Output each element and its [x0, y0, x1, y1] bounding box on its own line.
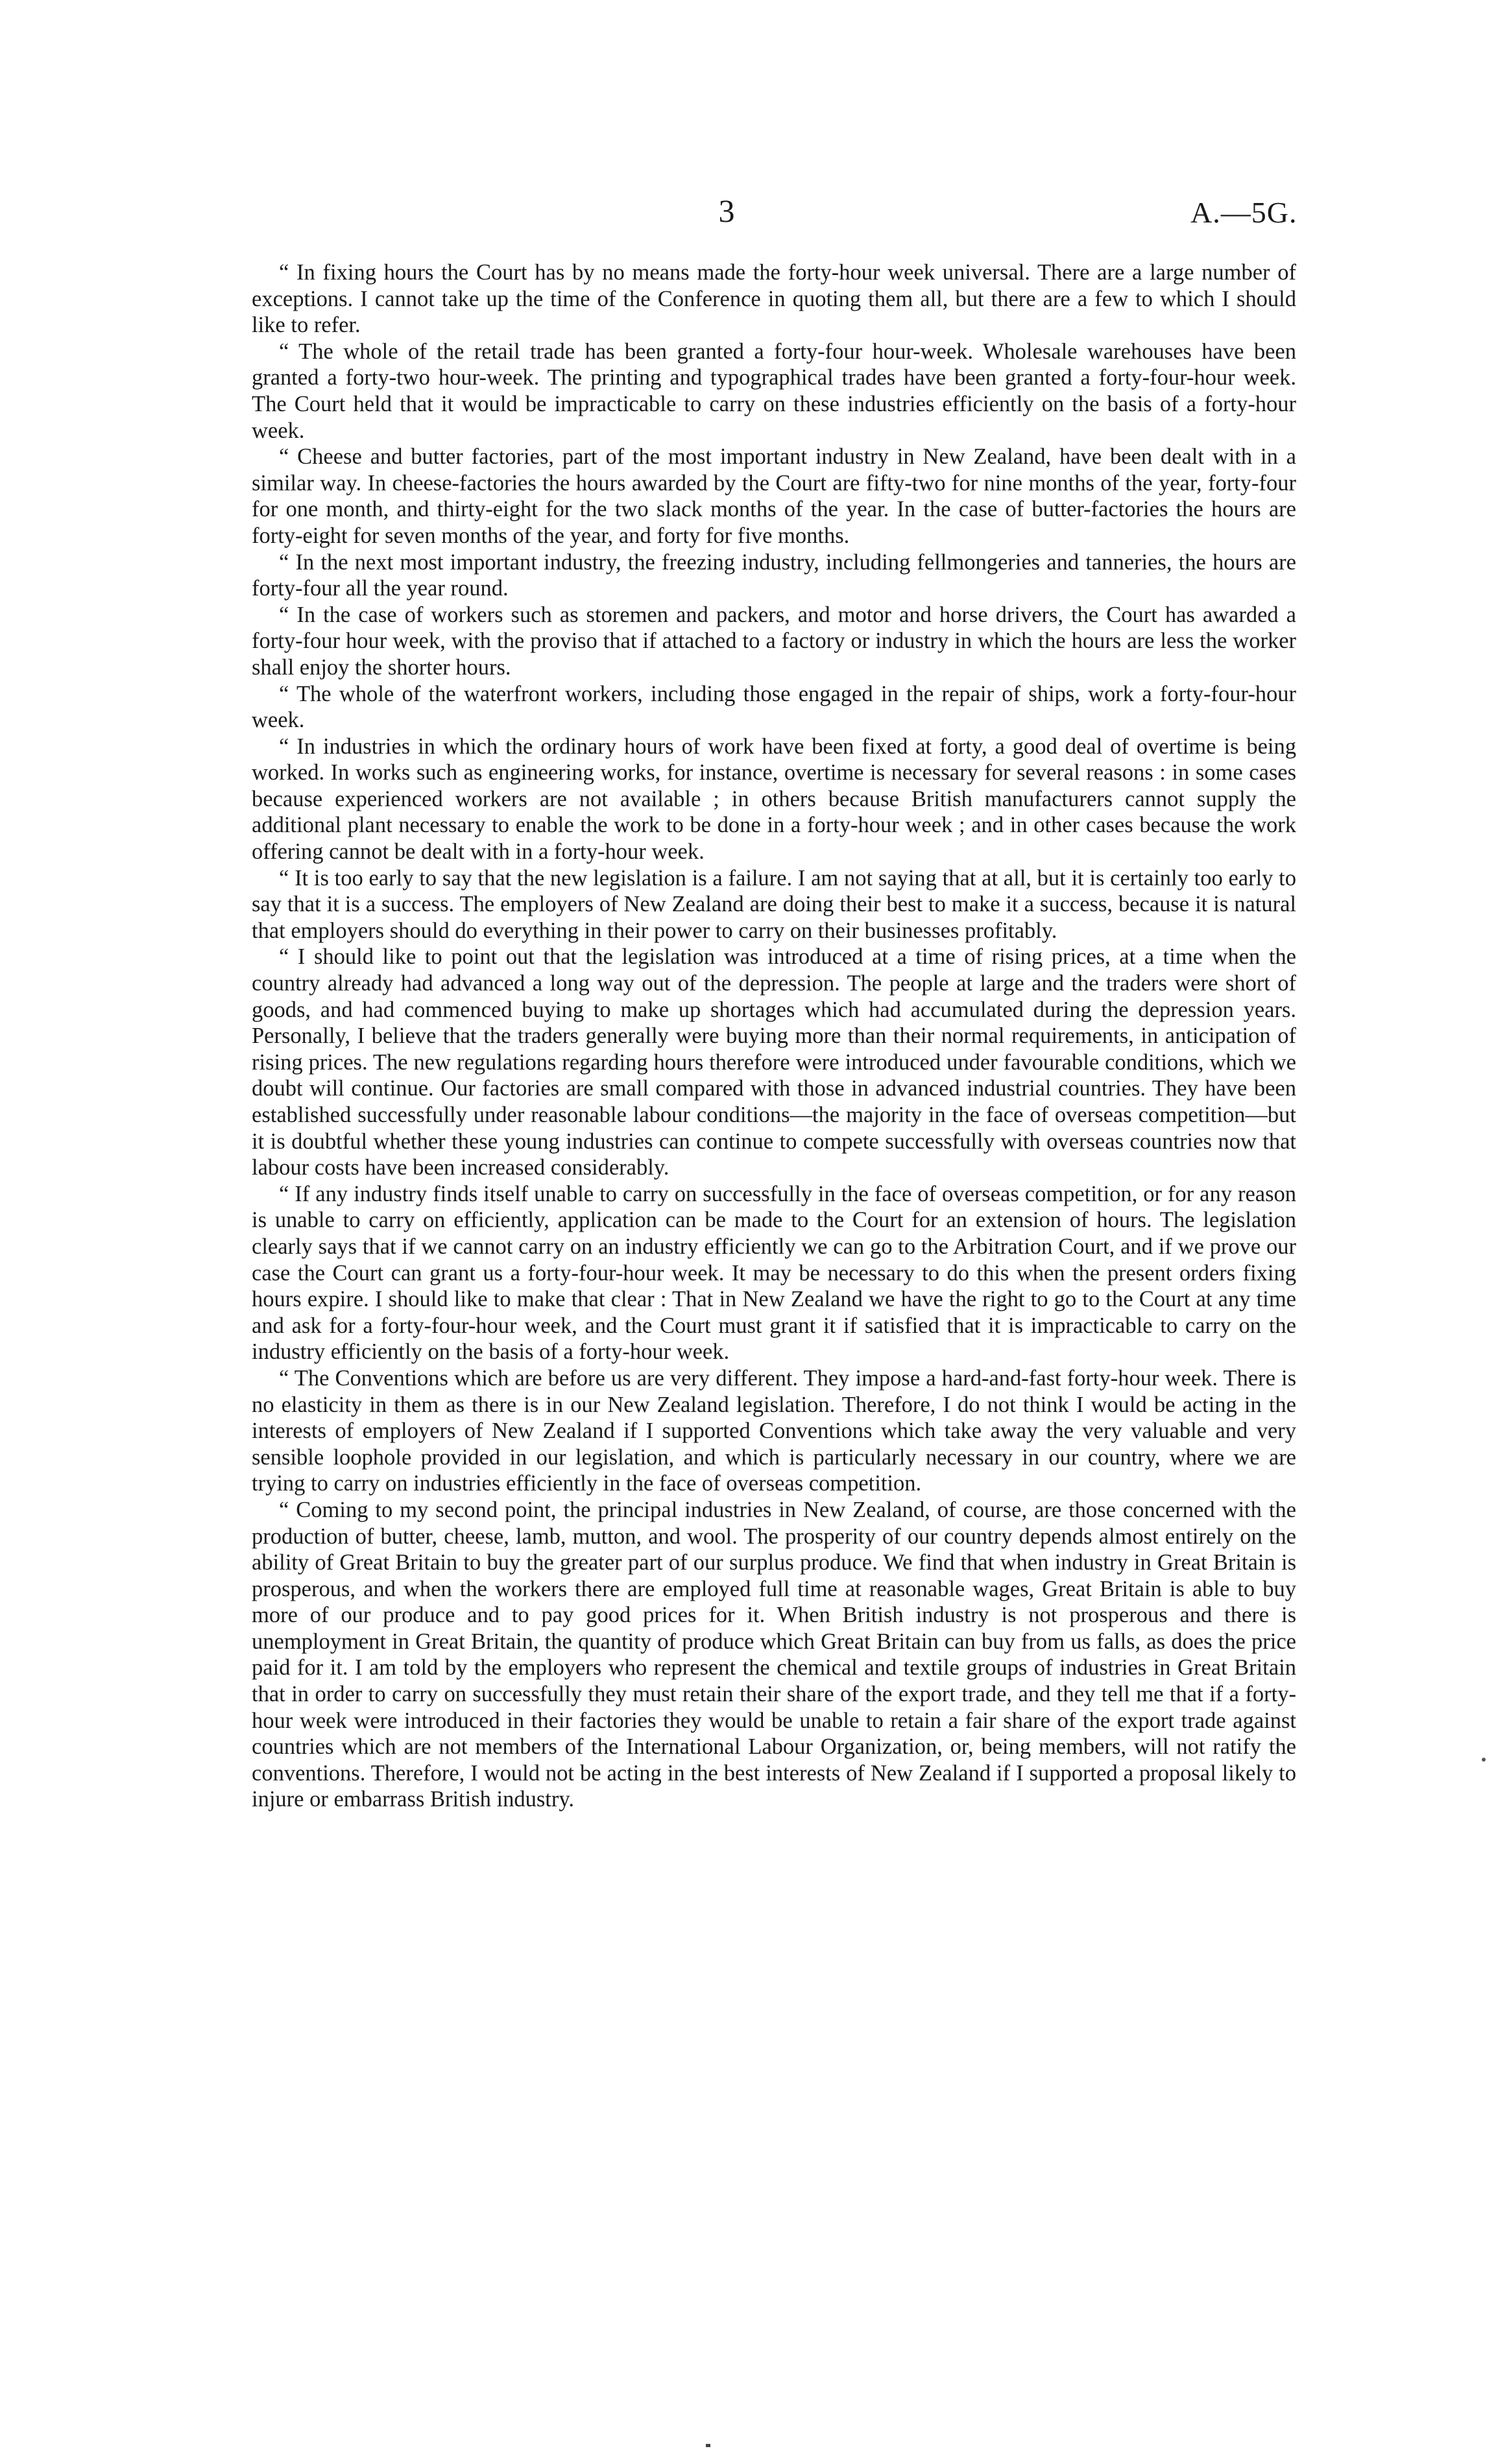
- margin-speck: [1482, 1758, 1486, 1762]
- paragraph: “ Coming to my second point, the principal industries in New Zealand, of course, are those concerned with the production of butter, cheese, lamb, mutton, and wool. The prosperity of our country depends almost entirely on the ability of Great Britain to buy the greater part of our surplus produce. We find that when industry in Great Britain is prosperous, and when the workers there are employed full time at reasonable wages, Great Britain is able to buy more of our produce and to pay good prices for it. When British industry is not prosperous and there is unemployment in Great Britain, the quantity of produce which Great Britain can buy from us falls, as does the price paid for it. I am told by the employers who represent the chemical and textile groups of industries in Great Britain that in order to carry on successfully they must retain their share of the export trade, and they tell me that if a forty-hour week were introduced in their factories they would be unable to retain a fair share of the export trade against countries which are not members of the International Labour Organization, or, being members, will not ratify the conventions. Therefore, I would not be acting in the best interests of New Zealand if I supported a proposal likely to injure or embarrass British industry.: [252, 1497, 1296, 1812]
- paragraph: “ If any industry finds itself unable to carry on successfully in the face of overseas competition, or for any reason is unable to carry on efficiently, application can be made to the Court for an extension of hours. The legislation clearly says that if we cannot carry on an industry efficiently we can go to the Arbitration Court, and if we prove our case the Court can grant us a forty-four-hour week. It may be necessary to do this when the present orders fixing hours expire. I should like to make that clear : That in New Zealand we have the right to go to the Court at any time and ask for a forty-four-hour week, and the Court must grant it if satisfied that it is impracticable to carry on the industry efficiently on the basis of a forty-hour week.: [252, 1181, 1296, 1365]
- paragraph: “ In industries in which the ordinary hours of work have been fixed at forty, a good deal of overtime is being worked. In works such as engineering works, for instance, overtime is necessary for several reasons : in some cases because experienced workers are not available ; in others because British manufacturers cannot supply the additional plant necessary to enable the work to be done in a forty-hour week ; and in other cases because the work offering cannot be dealt with in a forty-hour week.: [252, 734, 1296, 865]
- page-number: 3: [718, 193, 735, 229]
- document-reference: A.—5G.: [1190, 196, 1298, 229]
- paragraph: “ I should like to point out that the legislation was introduced at a time of rising prices, at a time when the country already had advanced a long way out of the depression. The people at large and the traders were short of goods, and had commenced buying to make up shortages which had accumulated during the depression years. Personally, I believe that the traders generally were buying more than their normal requirements, in anticipation of rising prices. The new regulations regarding hours therefore were introduced under favourable conditions, which we doubt will continue. Our factories are small compared with those in advanced industrial countries. They have been established successfully under reasonable labour conditions—the majority in the face of overseas competition—but it is doubtful whether these young industries can continue to compete successfully with overseas countries now that labour costs have been increased considerably.: [252, 944, 1296, 1180]
- paragraph: “ Cheese and butter factories, part of the most important industry in New Zealand, have been dealt with in a similar way. In cheese-factories the hours awarded by the Court are fifty-two for nine months of the year, forty-four for one month, and thirty-eight for the two slack months of the year. In the case of butter-factories the hours are forty-eight for seven months of the year, and forty for five months.: [252, 444, 1296, 548]
- bottom-speck: [706, 2444, 710, 2447]
- paragraph: “ In the next most important industry, the freezing industry, including fellmongeries and tanneries, the hours are forty-four all the year round.: [252, 549, 1296, 601]
- paragraph: “ The whole of the retail trade has been granted a forty-four hour-week. Wholesale warehouses have been granted a forty-two hour-week. The printing and typographical trades have been granted a forty-four-hour week. The Court held that it would be impracticable to carry on these industries efficiently on the basis of a forty-hour week.: [252, 339, 1296, 443]
- paragraph: “ The whole of the waterfront workers, including those engaged in the repair of ships, work a forty-four-hour week.: [252, 681, 1296, 733]
- body-text: [252, 259, 1296, 1813]
- paragraph: “ It is too early to say that the new legislation is a failure. I am not saying that at all, but it is certainly too early to say that it is a success. The employers of New Zealand are doing their best to make it a success, because it is natural that employers should do everything in their power to carry on their businesses profitably.: [252, 865, 1296, 943]
- paragraph: “ The Conventions which are before us are very different. They impose a hard-and-fast forty-hour week. There is no elasticity in them as there is in our New Zealand legislation. Therefore, I do not think I would be acting in the interests of employers of New Zealand if I supported Conventions which take away the very valuable and very sensible loophole provided in our legislation, and which is particularly necessary in our country, where we are trying to carry on industries efficiently in the face of overseas competition.: [252, 1365, 1296, 1496]
- paragraph: “ In fixing hours the Court has by no means made the forty-hour week universal. There are a large number of exceptions. I cannot take up the time of the Conference in quoting them all, but there are a few to which I should like to refer.: [252, 260, 1296, 338]
- paragraph: “ In the case of workers such as storemen and packers, and motor and horse drivers, the Court has awarded a forty-four hour week, with the proviso that if attached to a factory or industry in which the hours are less the worker shall enjoy the shorter hours.: [252, 602, 1296, 680]
